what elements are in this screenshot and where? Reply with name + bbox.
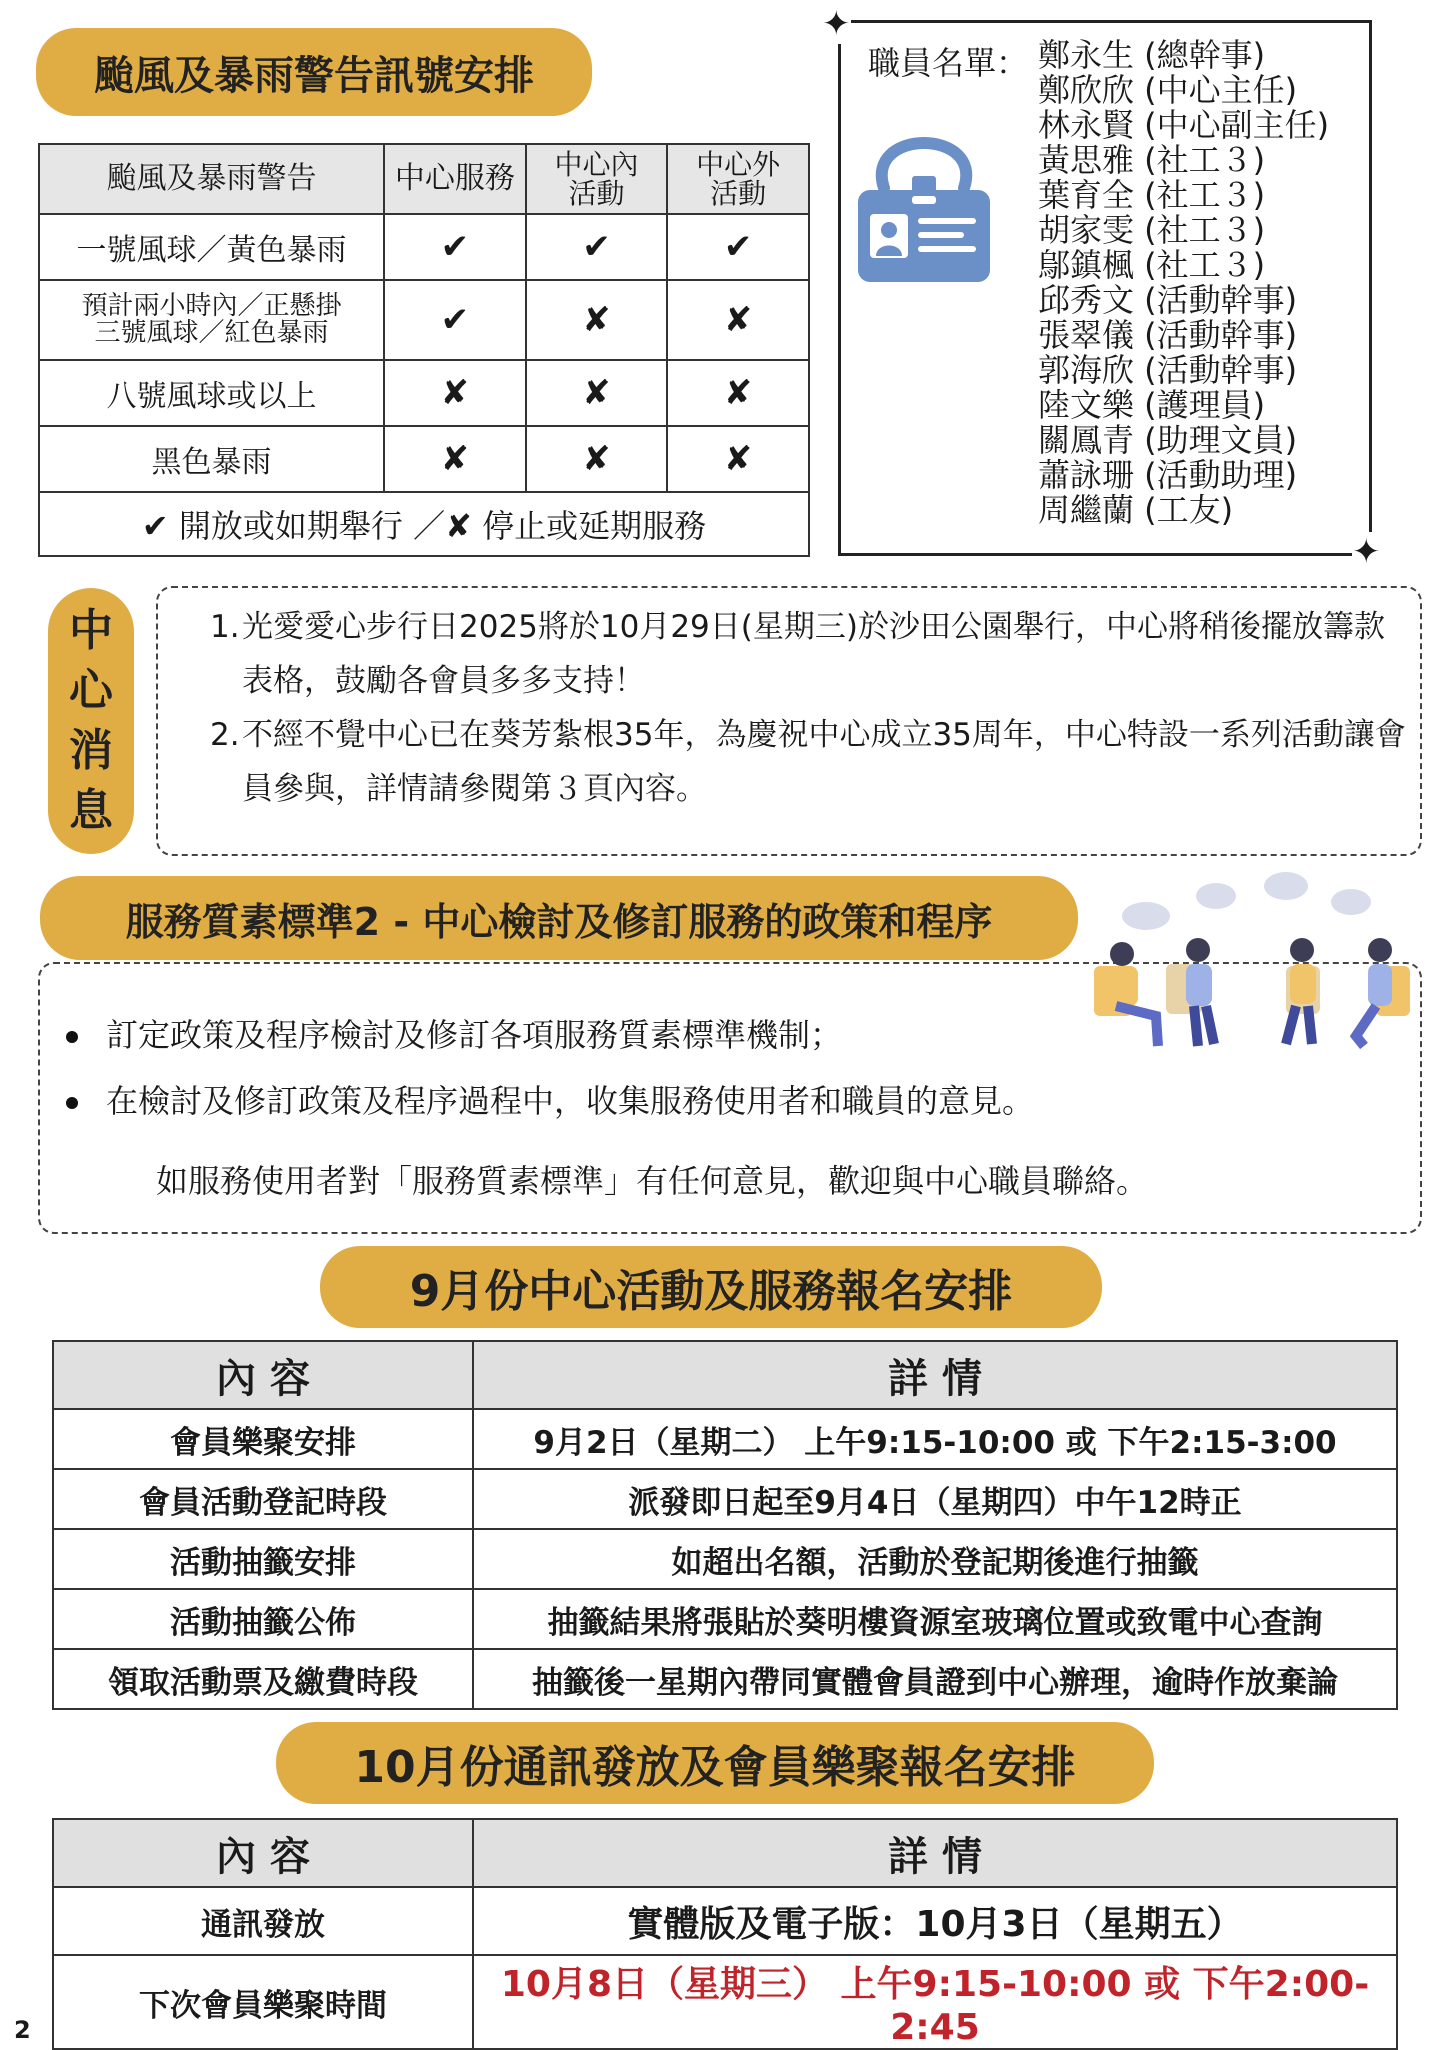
table-row xyxy=(53,1955,1397,2049)
quality-content xyxy=(66,1002,1148,1214)
table-row xyxy=(39,214,809,280)
status-mark: ✘ xyxy=(526,360,668,426)
typhoon-header-service: 中心服務 xyxy=(384,144,526,214)
sparkle-icon: ✦ xyxy=(822,4,851,44)
list-item: 林永賢 (中心副主任) xyxy=(1038,106,1330,144)
table-row xyxy=(39,280,809,360)
oct-title: 10月份通訊發放及會員樂聚報名安排 xyxy=(276,1722,1154,1804)
warning-label: 黑色暴雨 xyxy=(39,426,384,492)
item-number: 2. xyxy=(210,717,240,753)
list-item xyxy=(210,708,1410,816)
status-mark: ✘ xyxy=(667,360,809,426)
list-item: 鄭永生 (總幹事) xyxy=(1038,36,1266,74)
row-label: 通訊發放 xyxy=(53,1887,473,1955)
bullet-text: 訂定政策及程序檢討及修訂各項服務質素標準機制； xyxy=(106,1016,843,1054)
list-item xyxy=(66,1068,1148,1134)
list-item: 鄔鎮楓 (社工３) xyxy=(1038,246,1266,284)
status-mark: ✘ xyxy=(667,280,809,360)
warning-label: 八號風球或以上 xyxy=(39,360,384,426)
column-header: 詳 情 xyxy=(473,1341,1397,1409)
status-mark: ✔ xyxy=(526,214,668,280)
id-badge-icon xyxy=(854,118,994,288)
list-item: 張翠儀 (活動幹事) xyxy=(1038,316,1298,354)
status-mark: ✘ xyxy=(526,280,668,360)
table-row xyxy=(53,1529,1397,1589)
status-mark: ✘ xyxy=(384,360,526,426)
table-row xyxy=(53,1469,1397,1529)
status-mark: ✘ xyxy=(384,426,526,492)
table-row xyxy=(39,360,809,426)
list-item: 陸文樂 (護理員) xyxy=(1038,386,1266,424)
status-mark: ✔ xyxy=(667,214,809,280)
status-mark: ✔ xyxy=(384,280,526,360)
typhoon-legend: ✔ 開放或如期舉行 ／✘ 停止或延期服務 xyxy=(39,492,809,556)
quality-note: 如服務使用者對「服務質素標準」有任何意見，歡迎與中心職員聯絡。 xyxy=(156,1162,1149,1200)
typhoon-header-outdoor: 中心外 活動 xyxy=(667,144,809,214)
list-item: 葉育全 (社工３) xyxy=(1038,176,1266,214)
list-item: 郭海欣 (活動幹事) xyxy=(1038,351,1298,389)
row-label: 活動抽籤公佈 xyxy=(53,1589,473,1649)
table-row xyxy=(53,1409,1397,1469)
status-mark: ✘ xyxy=(667,426,809,492)
label-char: 心 xyxy=(69,665,113,716)
row-label: 會員活動登記時段 xyxy=(53,1469,473,1529)
bullet-text: 在檢討及修訂政策及程序過程中，收集服務使用者和職員的意見。 xyxy=(106,1082,1035,1120)
typhoon-header-warning: 颱風及暴雨警告 xyxy=(39,144,384,214)
label-char: 中 xyxy=(69,605,113,656)
label-char: 消 xyxy=(69,725,113,776)
list-item: 黃思雅 (社工３) xyxy=(1038,141,1266,179)
list-item: 邱秀文 (活動幹事) xyxy=(1038,281,1298,319)
center-news-label xyxy=(48,588,134,854)
label-char: 息 xyxy=(69,785,113,836)
warning-label: 預計兩小時內／正懸掛 三號風球／紅色暴雨 xyxy=(39,280,384,360)
list-item: 關鳳青 (助理文員) xyxy=(1038,421,1298,459)
row-detail-highlight: 10月8日（星期三） 上午9:15-10:00 或 下午2:00-2:45 xyxy=(473,1955,1397,2049)
center-news-list xyxy=(210,600,1410,816)
bullet-icon xyxy=(66,1097,78,1109)
staff-list xyxy=(1038,38,1329,528)
bullet-icon xyxy=(66,1031,78,1043)
row-label: 會員樂聚安排 xyxy=(53,1409,473,1469)
sept-title: 9月份中心活動及服務報名安排 xyxy=(320,1246,1102,1328)
table-row xyxy=(53,1589,1397,1649)
row-detail: 如超出名額，活動於登記期後進行抽籤 xyxy=(473,1529,1397,1589)
item-number: 1. xyxy=(210,609,240,645)
row-label: 領取活動票及繳費時段 xyxy=(53,1649,473,1709)
row-detail: 抽籤後一星期內帶同實體會員證到中心辦理，逾時作放棄論 xyxy=(473,1649,1397,1709)
list-item: 鄭欣欣 (中心主任) xyxy=(1038,71,1298,109)
column-header: 內 容 xyxy=(53,1341,473,1409)
column-header: 詳 情 xyxy=(473,1819,1397,1887)
page-number: 2 xyxy=(14,2016,31,2044)
quality-title: 服務質素標準2 - 中心檢討及修訂服務的政策和程序 xyxy=(40,876,1078,960)
typhoon-title: 颱風及暴雨警告訊號安排 xyxy=(36,28,592,116)
row-detail: 9月2日（星期二） 上午9:15-10:00 或 下午2:15-3:00 xyxy=(473,1409,1397,1469)
row-detail: 抽籤結果將張貼於葵明樓資源室玻璃位置或致電中心查詢 xyxy=(473,1589,1397,1649)
list-item: 周繼蘭 (工友) xyxy=(1038,491,1234,529)
row-detail: 實體版及電子版：10月3日（星期五） xyxy=(473,1887,1397,1955)
sparkle-icon: ✦ xyxy=(1352,532,1381,572)
list-item xyxy=(210,600,1410,708)
table-row xyxy=(53,1649,1397,1709)
typhoon-table xyxy=(38,143,810,557)
row-label: 下次會員樂聚時間 xyxy=(53,1955,473,2049)
status-mark: ✔ xyxy=(384,214,526,280)
list-item: 蕭詠珊 (活動助理) xyxy=(1038,456,1298,494)
typhoon-header-indoor: 中心內 活動 xyxy=(526,144,668,214)
item-text: 不經不覺中心已在葵芳紮根35年，為慶祝中心成立35周年，中心特設一系列活動讓會員參與，詳情請參閱第３頁內容。 xyxy=(242,717,1406,807)
column-header: 內 容 xyxy=(53,1819,473,1887)
item-text: 光愛愛心步行日2025將於10月29日(星期三)於沙田公園舉行，中心將稍後擺放籌款表格，鼓勵各會員多多支持！ xyxy=(242,609,1385,699)
table-row xyxy=(39,426,809,492)
list-item: 胡家雯 (社工３) xyxy=(1038,211,1266,249)
oct-table xyxy=(52,1818,1398,2050)
warning-label: 一號風球／黃色暴雨 xyxy=(39,214,384,280)
row-detail: 派發即日起至9月4日（星期四）中午12時正 xyxy=(473,1469,1397,1529)
sept-table xyxy=(52,1340,1398,1710)
list-item xyxy=(66,1002,1148,1068)
row-label: 活動抽籤安排 xyxy=(53,1529,473,1589)
table-row xyxy=(53,1887,1397,1955)
staff-title: 職員名單： xyxy=(868,44,1029,82)
status-mark: ✘ xyxy=(526,426,668,492)
